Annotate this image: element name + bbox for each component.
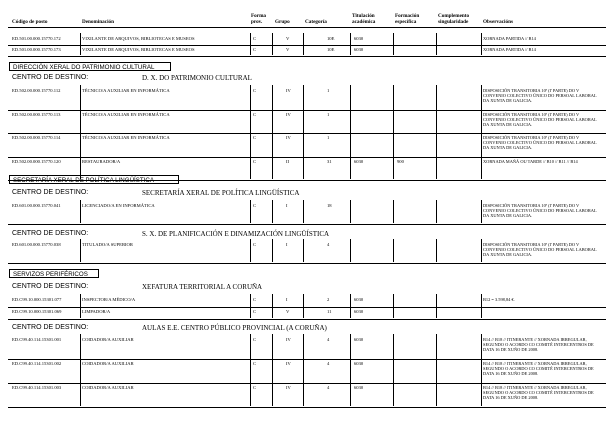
column-rule: [303, 200, 304, 223]
cell-grupo: IV: [286, 385, 291, 390]
cell-den: TÉCNICO/A AUXILIAR EN INFORMÁTICA: [82, 111, 170, 117]
column-rule: [350, 85, 351, 179]
row-rule: [8, 263, 606, 264]
column-rule: [272, 200, 273, 223]
cell-forma: C: [253, 337, 257, 342]
cell-obs: DISPOSICIÓN TRANSITORIA 10ª (I' PARTE) DO V CONVENIO COLECTIVO ÚNICO DO PERSOAL LABORAL DA XUNTA DE GALICIA.: [483, 135, 597, 150]
cell-den: COIDADOR/A AUXILIAR: [82, 385, 134, 390]
column-rule: [481, 294, 482, 318]
column-rule: [350, 200, 351, 223]
header-complemento: Complemento singularidade: [438, 13, 470, 25]
cell-grupo: IV: [286, 88, 291, 93]
column-rule: [80, 85, 81, 179]
column-rule: [250, 294, 251, 318]
header-denominacion: Denominación: [82, 19, 114, 25]
cell-den: TÉCNICO/A AUXILIAR EN INFORMÁTICA: [82, 135, 170, 140]
cell-tit: 6030: [354, 297, 364, 302]
column-rule: [303, 33, 304, 55]
section-title: SECRETARÍA XERAL DE POLÍTICA LINGÜÍSTICA: [9, 175, 179, 184]
column-rule: [272, 33, 273, 55]
column-rule: [80, 200, 81, 223]
cell-obs: B14 // B18 // ITINERANTE // XORNADA IRREGULAR, SEGUNDO O ACORDO CO COMITÉ INTERCENTROS DE DATA 16 DE XUÑO DE 2008.: [483, 385, 594, 400]
cell-code: ED.502.00.000.15770.114: [12, 135, 61, 140]
cell-code: ED.502.00.000.15770.113: [12, 111, 61, 117]
header-titulacion: Titulación académica: [352, 13, 376, 25]
column-rule: [481, 239, 482, 262]
column-rule: [481, 85, 482, 179]
cell-obs: B12 = 3.598,84 €.: [483, 297, 515, 302]
cell-grupo: II: [286, 158, 290, 164]
cell-forma: C: [253, 111, 257, 117]
cell-den: LIMPADOR/A: [82, 309, 111, 314]
row-rule: [8, 110, 606, 111]
cell-grupo: IV: [286, 135, 291, 140]
centro-destino-label: CENTRO DE DESTINO:: [12, 324, 89, 331]
cell-grupo: IV: [286, 111, 291, 117]
column-rule: [250, 85, 251, 179]
cell-cat: 4: [327, 337, 330, 342]
section-title: DIRECCIÓN XERAL DO PATRIMONIO CULTURAL: [9, 62, 171, 71]
cell-cat: 2: [327, 297, 330, 302]
column-rule: [436, 200, 437, 223]
cell-grupo: V: [286, 47, 290, 52]
column-rule: [272, 239, 273, 262]
cell-cat: 31: [327, 158, 332, 164]
cell-cat: 18: [327, 203, 332, 208]
centro-destino-label: CENTRO DE DESTINO:: [12, 283, 89, 290]
column-rule: [80, 33, 81, 55]
column-rule: [393, 334, 394, 406]
cell-obs: DISPOSICIÓN TRANSITORIA 10ª (I' PARTE) DO V CONVENIO COLECTIVO ÚNICO DO PERSOAL LABORAL DA XUNTA DE GALICIA.: [483, 203, 597, 218]
cell-forma: C: [253, 297, 257, 302]
cell-code: ED.601.00.000.15770.038: [12, 242, 61, 247]
column-rule: [303, 334, 304, 406]
column-rule: [393, 294, 394, 318]
cell-obs: DISPOSICIÓN TRANSITORIA 10ª (I' PARTE) DO V CONVENIO COLECTIVO ÚNICO DO PERSOAL LABORAL DA XUNTA DE GALICIA.: [483, 88, 597, 103]
column-rule: [303, 85, 304, 179]
column-rule: [250, 200, 251, 223]
cell-grupo: I: [286, 242, 288, 247]
header-categoria: Categoría: [305, 19, 327, 25]
cell-cat: 11: [327, 309, 332, 314]
cell-obs: XORNADA MAÑÁ OU TARDE // B10 // B11 // B14: [483, 158, 578, 164]
column-rule: [272, 294, 273, 318]
section-title: SERVIZOS PERIFÉRICOS: [9, 269, 99, 278]
cell-den: VIXILANTE DE ARQUIVOS, BIBLIOTECAS E MUSEOS: [82, 36, 195, 41]
column-rule: [272, 334, 273, 406]
cell-forma: C: [253, 47, 257, 52]
cell-forma: C: [253, 309, 257, 314]
header-codigo: Código de posto: [12, 19, 48, 25]
column-rule: [350, 239, 351, 262]
row-rule: [8, 56, 606, 57]
cell-forma: C: [253, 158, 257, 164]
cell-obs: XORNADA PARTIDA // B14: [483, 36, 536, 41]
column-rule: [350, 334, 351, 406]
row-rule: [8, 383, 606, 384]
cell-code: ED.C99.10.000.15301.077: [12, 297, 62, 302]
cell-grupo: IV: [286, 337, 291, 342]
row-rule: [8, 157, 606, 158]
cell-code: ED.601.00.000.15770.041: [12, 203, 61, 208]
column-rule: [481, 200, 482, 223]
column-rule: [436, 85, 437, 179]
centro-destino-name: XEFATURA TERRITORIAL A CORUÑA: [142, 283, 263, 291]
header-rule: [8, 27, 606, 28]
cell-den: COIDADOR/A AUXILIAR: [82, 361, 134, 366]
cell-forma: C: [253, 385, 257, 390]
cell-tit: 6030: [354, 309, 364, 314]
centro-destino-name: SECRETARÍA XERAL DE POLÍTICA LINGÜÍSTICA: [142, 189, 300, 197]
column-rule: [303, 294, 304, 318]
row-rule: [8, 45, 606, 46]
cell-obs: B14 // B18 // ITINERANTE // XORNADA IRREGULAR, SEGUNDO O ACORDO CO COMITÉ INTERCENTROS DE DATA 16 DE XUÑO DE 2008.: [483, 361, 594, 376]
column-rule: [436, 33, 437, 55]
row-rule: [8, 359, 606, 360]
column-rule: [436, 334, 437, 406]
column-rule: [80, 334, 81, 406]
row-rule: [8, 133, 606, 134]
cell-tit: 6030: [354, 47, 364, 52]
cell-den: VIXILANTE DE ARQUIVOS, BIBLIOTECAS E MUSEOS: [82, 47, 195, 52]
column-rule: [250, 33, 251, 55]
centro-destino-name: AULAS E.E. CENTRO PÚBLICO PROVINCIAL (A CORUÑA): [142, 324, 327, 332]
cell-cat: 10E: [327, 36, 335, 41]
cell-cat: 1: [327, 135, 330, 140]
cell-den: TITULADO/A SUPERIOR: [82, 242, 133, 247]
header-grupo: Grupo: [275, 19, 290, 25]
cell-tit: 6030: [354, 36, 364, 41]
cell-grupo: V: [286, 309, 290, 314]
centro-destino-label: CENTRO DE DESTINO:: [12, 230, 89, 237]
cell-forma: C: [253, 242, 257, 247]
cell-cat: 1: [327, 88, 330, 93]
cell-obs: DISPOSICIÓN TRANSITORIA 10ª (I' PARTE) DO V CONVENIO COLECTIVO ÚNICO DO PERSOAL LABORAL DA XUNTA DE GALICIA.: [483, 242, 597, 257]
centro-destino-name: S. X. DE PLANIFICACIÓN E DINAMIZACIÓN LINGÜÍSTICA: [142, 230, 330, 238]
cell-cat: 4: [327, 385, 330, 390]
column-rule: [436, 294, 437, 318]
cell-obs: DISPOSICIÓN TRANSITORIA 10ª (I' PARTE) DO V CONVENIO COLECTIVO ÚNICO DO PERSOAL LABORAL DA XUNTA DE GALICIA.: [483, 111, 597, 127]
cell-den: TÉCNICO/A AUXILIAR EN INFORMÁTICA: [82, 88, 170, 93]
column-rule: [350, 33, 351, 55]
cell-form: 900: [397, 158, 404, 164]
cell-obs: B14 // B18 // ITINERANTE // XORNADA IRREGULAR, SEGUNDO O ACORDO CO COMITÉ INTERCENTROS DE DATA 16 DE XUÑO DE 2008.: [483, 337, 594, 352]
cell-forma: C: [253, 135, 257, 140]
cell-code: ED.502.00.000.15770.120: [12, 158, 61, 164]
cell-tit: 6030: [354, 158, 364, 164]
cell-den: RESTAURADOR/A: [82, 158, 121, 164]
header-formacion: Formación específica: [395, 13, 420, 25]
column-rule: [80, 239, 81, 262]
cell-grupo: I: [286, 203, 288, 208]
cell-code: ED.501.00.000.15770.172: [12, 36, 61, 41]
cell-den: COIDADOR/A AUXILIAR: [82, 337, 134, 342]
header-observacions: Observacións: [483, 19, 513, 25]
row-rule: [8, 224, 606, 225]
column-rule: [393, 33, 394, 55]
cell-code: ED.501.00.000.15770.173: [12, 47, 61, 52]
cell-grupo: I: [286, 297, 288, 302]
column-rule: [80, 294, 81, 318]
centro-destino-name: D. X. DO PATRIMONIO CULTURAL: [142, 74, 252, 82]
cell-code: ED.C99.40.114.15301.003: [12, 385, 62, 390]
cell-code: ED.C99.40.114.15301.001: [12, 337, 62, 342]
cell-den: LICENCIADO/A EN INFORMÁTICA: [82, 203, 155, 208]
cell-forma: C: [253, 361, 257, 366]
cell-cat: 10E: [327, 47, 335, 52]
cell-code: ED.C99.40.114.15301.002: [12, 361, 62, 366]
column-rule: [250, 334, 251, 406]
cell-tit: 6030: [354, 337, 364, 342]
cell-forma: C: [253, 36, 257, 41]
cell-obs: XORNADA PARTIDA // B14: [483, 47, 536, 52]
cell-code: ED.C99.10.000.15301.069: [12, 309, 62, 314]
column-rule: [393, 239, 394, 262]
cell-forma: C: [253, 88, 257, 93]
cell-cat: 1: [327, 111, 330, 117]
cell-code: ED.502.00.000.15770.112: [12, 88, 61, 93]
cell-forma: C: [253, 203, 257, 208]
cell-cat: 4: [327, 242, 330, 247]
column-rule: [436, 239, 437, 262]
header-forma: Forma prov.: [251, 13, 266, 25]
column-rule: [393, 85, 394, 179]
column-rule: [481, 33, 482, 55]
column-rule: [393, 200, 394, 223]
row-rule: [8, 319, 606, 320]
cell-tit: 6030: [354, 361, 364, 366]
centro-destino-label: CENTRO DE DESTINO:: [12, 189, 89, 196]
column-rule: [250, 239, 251, 262]
cell-grupo: IV: [286, 361, 291, 366]
column-rule: [303, 239, 304, 262]
column-rule: [272, 85, 273, 179]
cell-tit: 6030: [354, 385, 364, 390]
cell-grupo: V: [286, 36, 290, 41]
row-rule: [8, 407, 606, 408]
column-rule: [350, 294, 351, 318]
centro-destino-label: CENTRO DE DESTINO:: [12, 74, 89, 81]
row-rule: [8, 307, 606, 308]
column-rule: [481, 334, 482, 406]
cell-den: INSPECTOR/A MÉDICO/A: [82, 297, 136, 302]
cell-cat: 4: [327, 361, 330, 366]
